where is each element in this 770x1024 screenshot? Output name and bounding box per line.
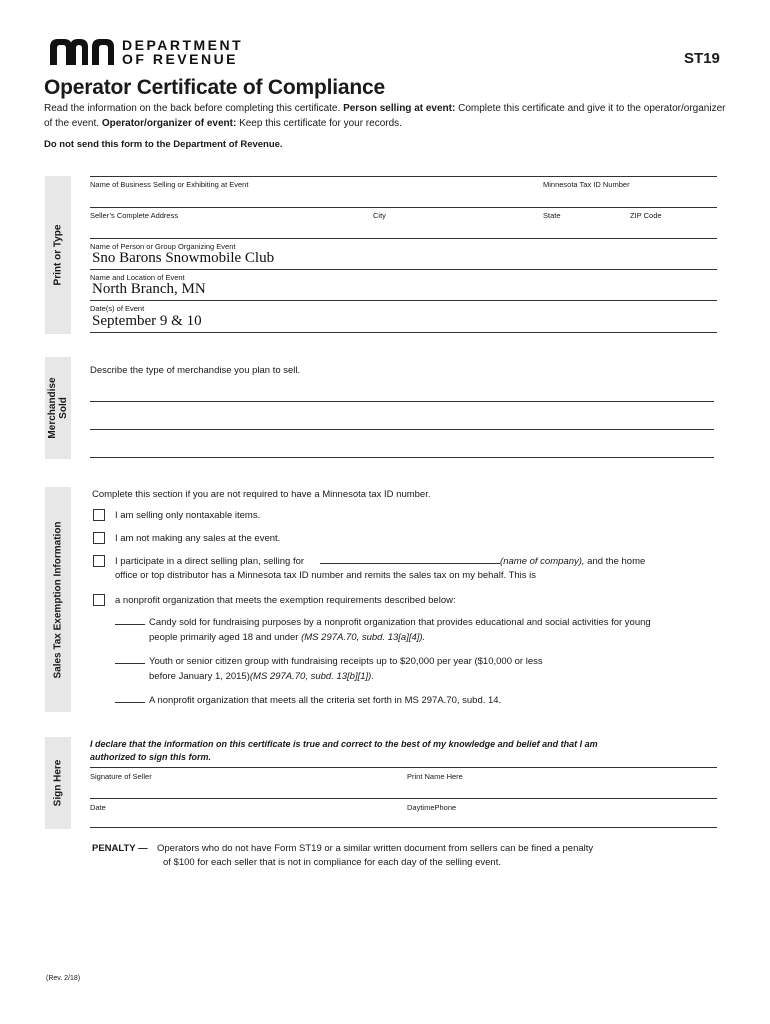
declaration-line-1: I declare that the information on this certificate is true and correct to the best of my knowledge and belief and that I am [90,739,598,749]
checkbox-nonprofit[interactable] [93,594,105,606]
sidebar-sign-here [45,737,71,829]
penalty-line-1: Operators who do not have Form ST19 or a similar written document from sellers can be fined a penalty [157,843,594,854]
intro-part-4: Operator/organizer of event: [101,118,237,129]
sidebar-merchandise-sold [45,357,71,459]
sub-option-youth-line-2 [149,671,374,682]
mn-logo-icon [50,39,116,65]
logo-line-1: DEPARTMENT [122,37,244,53]
sidebar-merch-line-1: Merchandise [47,377,58,439]
candy-blank[interactable] [115,624,145,625]
business-name-label: Name of Business Selling or Exhibiting at Event [90,180,249,189]
sidebar-print-label: Print or Type [52,224,64,286]
youth-text-c: (MS 297A.70, subd. 13[b][1]). [249,671,374,682]
option-direct-selling-label [115,556,645,567]
candy-text-c: (MS 297A.70, subd. 13[a][4]). [301,632,426,643]
organizer-label: Name of Person or Group Organizing Event [90,242,236,251]
checkbox-no-sales[interactable] [93,532,105,544]
candy-text-a: Candy sold for fundraising purposes by a nonprofit organization that provides educational and social activities for young [149,617,651,628]
penalty-label: PENALTY — [92,843,148,854]
intro-part-3: Complete this certificate and give it to the operator/organizer of the event. [44,103,726,129]
checkbox-direct-selling[interactable] [93,555,105,567]
phone-label: DaytimePhone [407,803,457,812]
option-no-sales-label: I am not making any sales at the event. [115,533,281,544]
declaration-divider [90,767,717,768]
sidebar-exemption-label: Sales Tax Exemption Information [52,520,64,679]
signature-label: Signature of Seller [90,772,152,781]
nonprofit-blank[interactable] [115,702,145,703]
zip-label: ZIP Code [630,211,662,220]
merchandise-line-3[interactable] [90,457,714,458]
location-field[interactable] [90,300,717,301]
organizer-value: Sno Barons Snowmobile Club [92,250,275,266]
sidebar-print-or-type [45,176,71,334]
merchandise-prompt: Describe the type of merchandise you plan to sell. [90,365,301,376]
company-name-field[interactable] [320,563,500,564]
revenue-logo [50,37,244,68]
youth-text-b: before January 1, 2015) [149,671,250,682]
form-code: ST19 [684,50,720,67]
dates-value: September 9 & 10 [92,313,202,329]
sub-option-youth [115,656,543,667]
dates-label: Date(s) of Event [90,304,145,313]
print-name-label: Print Name Here [407,772,463,781]
location-label: Name and Location of Event [90,273,185,282]
checkbox-nontaxable[interactable] [93,509,105,521]
date-field[interactable] [90,827,717,828]
state-label: State [543,211,561,220]
city-label: City [373,211,386,220]
organizer-field[interactable] [90,269,717,270]
intro-part-2: Person selling at event: [343,103,456,114]
youth-text-a: Youth or senior citizen group with fundraising receipts up to $20,000 per year ($10,000 or less [149,656,543,667]
business-name-field[interactable] [90,207,717,208]
merchandise-line-1[interactable] [90,401,714,402]
direct-selling-text-c: and the home [584,556,646,567]
sidebar-sign-label: Sign Here [52,759,64,807]
intro-part-1: Read the information on the back before completing this certificate. [44,103,344,114]
sub-option-nonprofit [115,695,501,706]
sidebar-exemption [45,487,71,712]
logo-wordmark [122,38,243,66]
date-label: Date [90,803,106,812]
tax-id-label: Minnesota Tax ID Number [543,180,630,189]
sidebar-merch-line-2: Sold [58,397,69,419]
page-title: Operator Certificate of Compliance [44,76,385,99]
option-nonprofit-label: a nonprofit organization that meets the exemption requirements described below: [115,595,456,606]
youth-blank[interactable] [115,663,145,664]
direct-selling-text-b: (name of company), [500,556,585,567]
exemption-intro: Complete this section if you are not required to have a Minnesota tax ID number. [92,489,431,500]
merchandise-line-2[interactable] [90,429,714,430]
direct-selling-text-a: I participate in a direct selling plan, selling for [115,556,305,567]
declaration-line-2: authorized to sign this form. [90,752,211,762]
signature-field[interactable] [90,798,717,799]
dates-field[interactable] [90,332,717,333]
location-value: North Branch, MN [92,281,206,297]
penalty-line-2: of $100 for each seller that is not in compliance for each day of the selling event. [163,857,501,868]
revision-note: (Rev. 2/18) [46,975,81,982]
sidebar-merchandise-label [47,377,69,438]
intro-text [44,101,734,131]
direct-selling-line-2: office or top distributor has a Minnesota tax ID number and remits the sales tax on my behalf. This is [115,570,537,581]
sub-option-candy-line-2 [149,632,425,643]
address-label: Seller’s Complete Address [90,211,179,220]
logo-line-2: OF REVENUE [122,51,239,67]
candy-text-b: people primarily aged 18 and under [149,632,302,643]
nonprofit-text: A nonprofit organization that meets all the criteria set forth in MS 297A.70, subd. 14. [149,695,502,706]
option-nontaxable-label: I am selling only nontaxable items. [115,510,261,521]
intro-part-5: Keep this certificate for your records. [236,118,402,129]
address-field[interactable] [90,238,717,239]
no-send-note: Do not send this form to the Department of Revenue. [44,139,283,150]
field-line-top [90,176,717,177]
sub-option-candy [115,617,651,628]
